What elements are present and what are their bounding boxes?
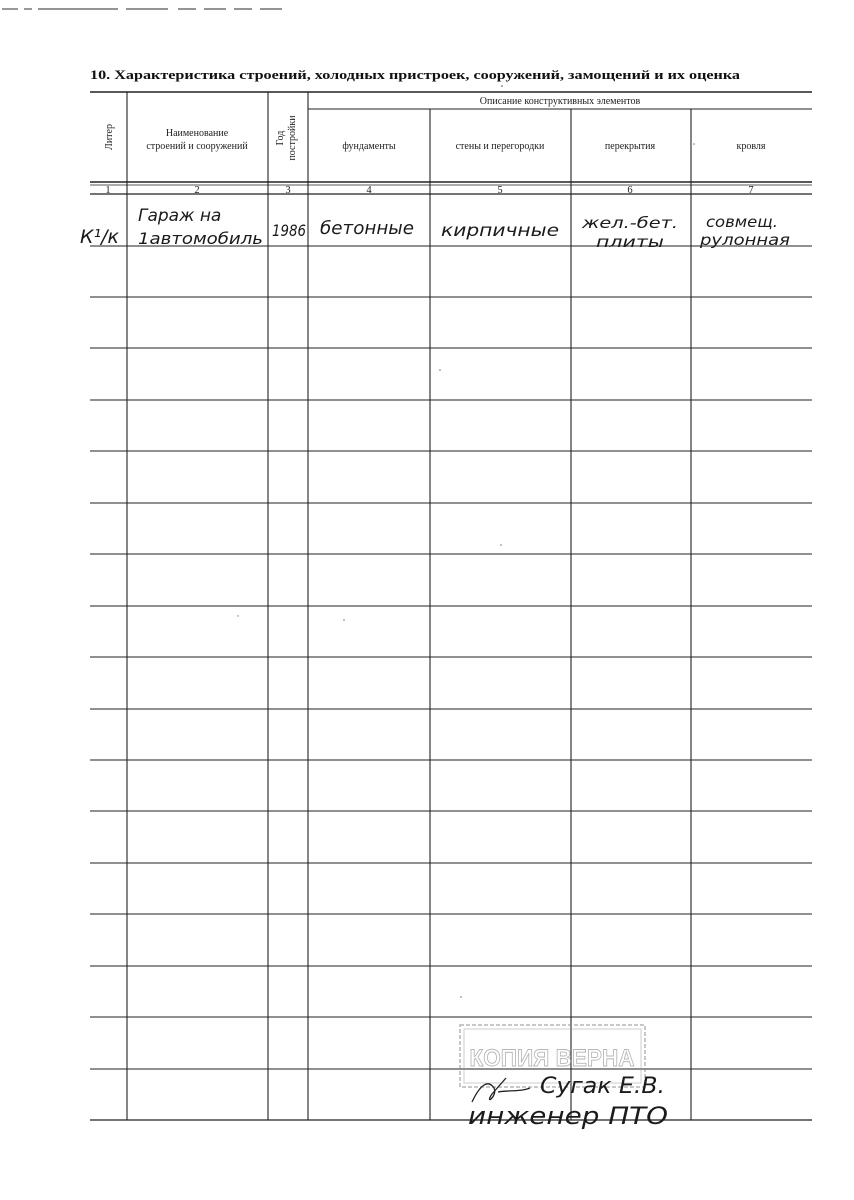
stamp-text: КОПИЯ ВЕРНА — [469, 1045, 635, 1072]
header-roof: кровля — [736, 141, 766, 152]
group-header: Описание конструктивных элементов — [479, 96, 641, 107]
column-number: 1 — [105, 185, 111, 196]
header-year — [275, 115, 298, 161]
header-foundations: фундаменты — [342, 141, 396, 152]
column-number: 4 — [366, 185, 372, 196]
header-year-line1: Год — [275, 130, 286, 146]
row1-liter: К¹/к — [80, 226, 119, 248]
header-name-line1: Наименование — [165, 128, 229, 139]
row1-foundations: бетонные — [320, 218, 414, 239]
section-title: 10. Характеристика строений, холодных пристроек, сооружений, замощений и их оценка — [90, 68, 741, 82]
column-number: 7 — [748, 185, 754, 196]
header-floors: перекрытия — [604, 141, 656, 152]
row1-roof-line2: рулонная — [698, 231, 790, 249]
header-liter: Литер — [104, 124, 115, 150]
column-number: 6 — [627, 185, 633, 196]
row1-floors-line2: плиты — [596, 233, 665, 251]
position-text: инженер ПТО — [468, 1102, 668, 1130]
row1-roof-line1: совмещ. — [706, 213, 778, 231]
header-name-line2: строений и сооружений — [146, 141, 248, 152]
row1-walls: кирпичные — [441, 221, 559, 241]
row1-year: 1986 — [272, 221, 306, 240]
header-walls: стены и перегородки — [455, 141, 545, 152]
column-number: 3 — [285, 185, 291, 196]
signature-text: Сугак Е.В. — [540, 1074, 665, 1099]
row1-name-line1: Гараж на — [138, 206, 222, 226]
row1-name-line2: 1автомобиль — [138, 229, 263, 248]
signature — [472, 1078, 530, 1102]
header-year-line2: постройки — [287, 115, 298, 161]
column-number: 5 — [497, 185, 503, 196]
row1-floors-line1: жел.-бет. — [580, 214, 678, 232]
column-number: 2 — [194, 185, 200, 196]
